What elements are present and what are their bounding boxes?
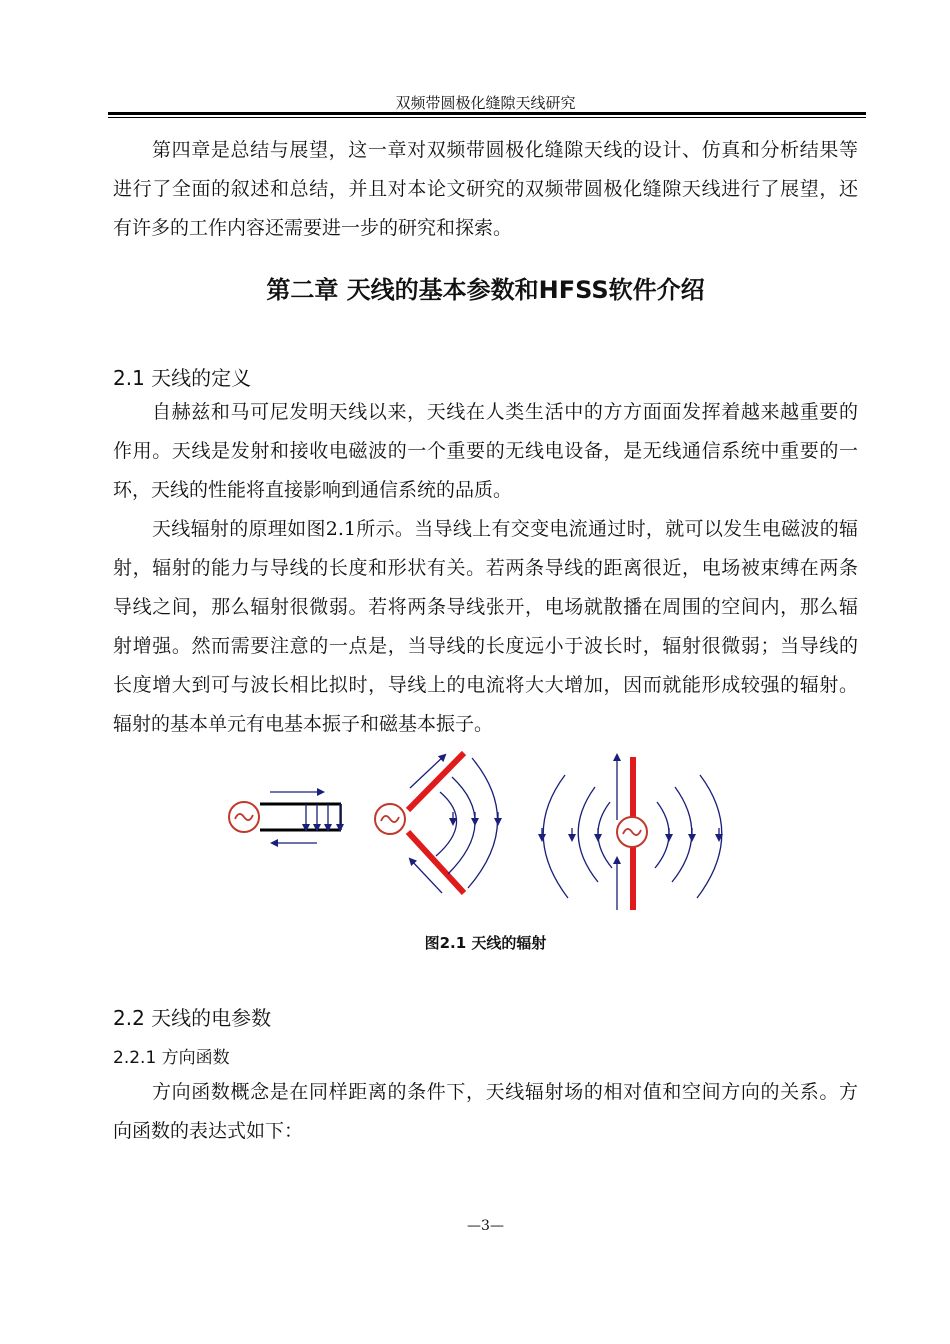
text-line: 向函数的表达式如下： — [113, 1120, 304, 1142]
text-line: 天线辐射的原理如图2.1所示。当导线上有交变电流通过时，就可以发生电磁波的辐 — [152, 518, 858, 540]
header-rule-thick — [108, 112, 866, 115]
transmission-line-diagram — [229, 792, 341, 843]
text-line: 环，天线的性能将直接影响到通信系统的品质。 — [113, 479, 513, 501]
text-line: 射，辐射的能力与导线的长度和形状有关。若两条导线的距离很近，电场被束缚在两条 — [113, 557, 858, 579]
page-number: —3— — [467, 1218, 504, 1234]
text-line: 导线之间，那么辐射很微弱。若将两条导线张开，电场就散播在周围的空间内，那么辐 — [113, 596, 858, 618]
section-heading-2-2: 2.2 天线的电参数 — [113, 1006, 272, 1030]
intro-paragraph — [113, 131, 858, 248]
text-line: 第四章是总结与展望，这一章对双频带圆极化缝隙天线的设计、仿真和分析结果等 — [152, 139, 858, 161]
chapter-title: 第二章 天线的基本参数和HFSS软件介绍 — [266, 276, 705, 304]
subsection-heading-2-2-1: 2.2.1 方向函数 — [113, 1048, 230, 1068]
text-line: 有许多的工作内容还需要进一步的研究和探索。 — [113, 217, 513, 239]
section-heading-2-1: 2.1 天线的定义 — [113, 366, 252, 390]
header-rule-thin — [108, 117, 866, 118]
text-line: 辐射的基本单元有电基本振子和磁基本振子。 — [113, 713, 494, 735]
antenna-radiation-figure — [220, 740, 800, 920]
text-line: 作用。天线是发射和接收电磁波的一个重要的无线电设备，是无线通信系统中重要的一 — [113, 440, 858, 462]
figure-caption: 图2.1 天线的辐射 — [424, 934, 547, 952]
text-line: 方向函数概念是在同样距离的条件下，天线辐射场的相对值和空间方向的关系。方 — [152, 1081, 858, 1103]
paragraph-direction-function — [113, 1073, 858, 1151]
dipole-diagram — [542, 755, 722, 910]
text-line: 长度增大到可与波长相比拟时，导线上的电流将大大增加，因而就能形成较强的辐射。 — [113, 674, 858, 696]
paragraph-antenna-definition — [113, 393, 858, 744]
opened-wire-diagram — [375, 753, 498, 893]
text-line: 自赫兹和马可尼发明天线以来，天线在人类生活中的方方面面发挥着越来越重要的 — [152, 401, 858, 423]
text-line: 进行了全面的叙述和总结，并且对本论文研究的双频带圆极化缝隙天线进行了展望，还 — [113, 178, 858, 200]
text-line: 射增强。然而需要注意的一点是，当导线的长度远小于波长时，辐射很微弱；当导线的 — [113, 635, 858, 657]
running-header: 双频带圆极化缝隙天线研究 — [395, 94, 576, 112]
